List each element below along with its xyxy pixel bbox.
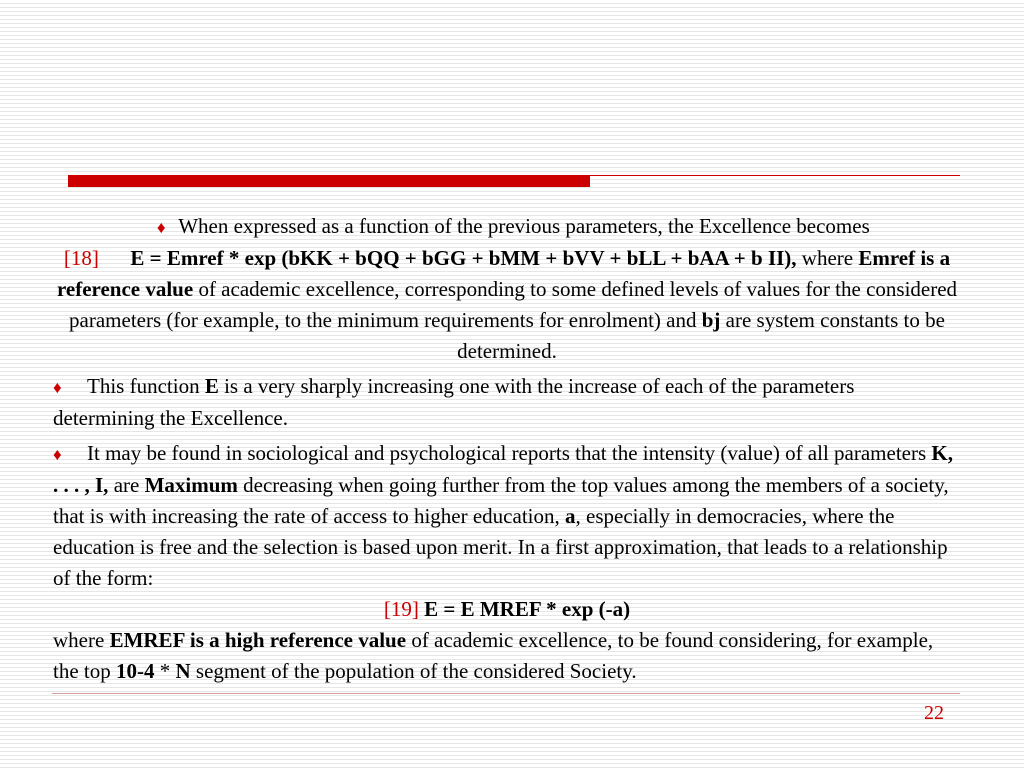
diamond-bullet-icon: ♦ bbox=[156, 218, 166, 237]
diamond-bullet-icon: ♦ bbox=[53, 445, 62, 464]
slide-body bbox=[53, 211, 961, 687]
equation-18: E = Emref * exp (bKK + bQQ + bGG + bMM + bVV + bLL + bAA + b II), bbox=[130, 246, 797, 270]
equation-ref-18: [18] bbox=[63, 246, 99, 270]
footer-divider bbox=[52, 693, 960, 694]
equation-ref-19: [19] bbox=[383, 597, 419, 621]
title-accent-line bbox=[590, 175, 960, 176]
diamond-bullet-icon: ♦ bbox=[53, 378, 62, 397]
paragraph-sharply-increasing: ♦ This function E is a very sharply increasing one with the increase of each of the parameters determining the Excellence. bbox=[53, 374, 855, 430]
paragraph-sociological-reports: ♦ It may be found in sociological and psychological reports that the intensity (value) of all parameters K, . . . , I, are Maximum decreasing when going further from the top values among the members of a society, that is with increasing the rate of access to higher education, a, especially in democracies, where the education is free and the selection is based upon merit. In a first approximation, that leads to a relationship of the form: bbox=[53, 441, 954, 590]
equation-19: [19] E = E MREF * exp (-a) bbox=[383, 597, 631, 621]
paragraph-excellence-function: ♦ When expressed as a function of the previous parameters, the Excellence becomes [18] E = Emref * exp (bKK + bQQ + bGG + bMM + bVV + bLL + bAA + b II), where Emref is a reference value of academic excellence, corresponding to some defined levels of values for the considered parameters (for example, to the minimum requirements for enrolment) and bj are system constants to be determined. bbox=[56, 214, 958, 363]
paragraph-emref-definition: where EMREF is a high reference value of academic excellence, to be found considering, for example, the top 10-4 * N segment of the population of the considered Society. bbox=[53, 628, 934, 683]
page-number: 22 bbox=[924, 702, 944, 724]
title-accent-bar bbox=[68, 175, 590, 187]
